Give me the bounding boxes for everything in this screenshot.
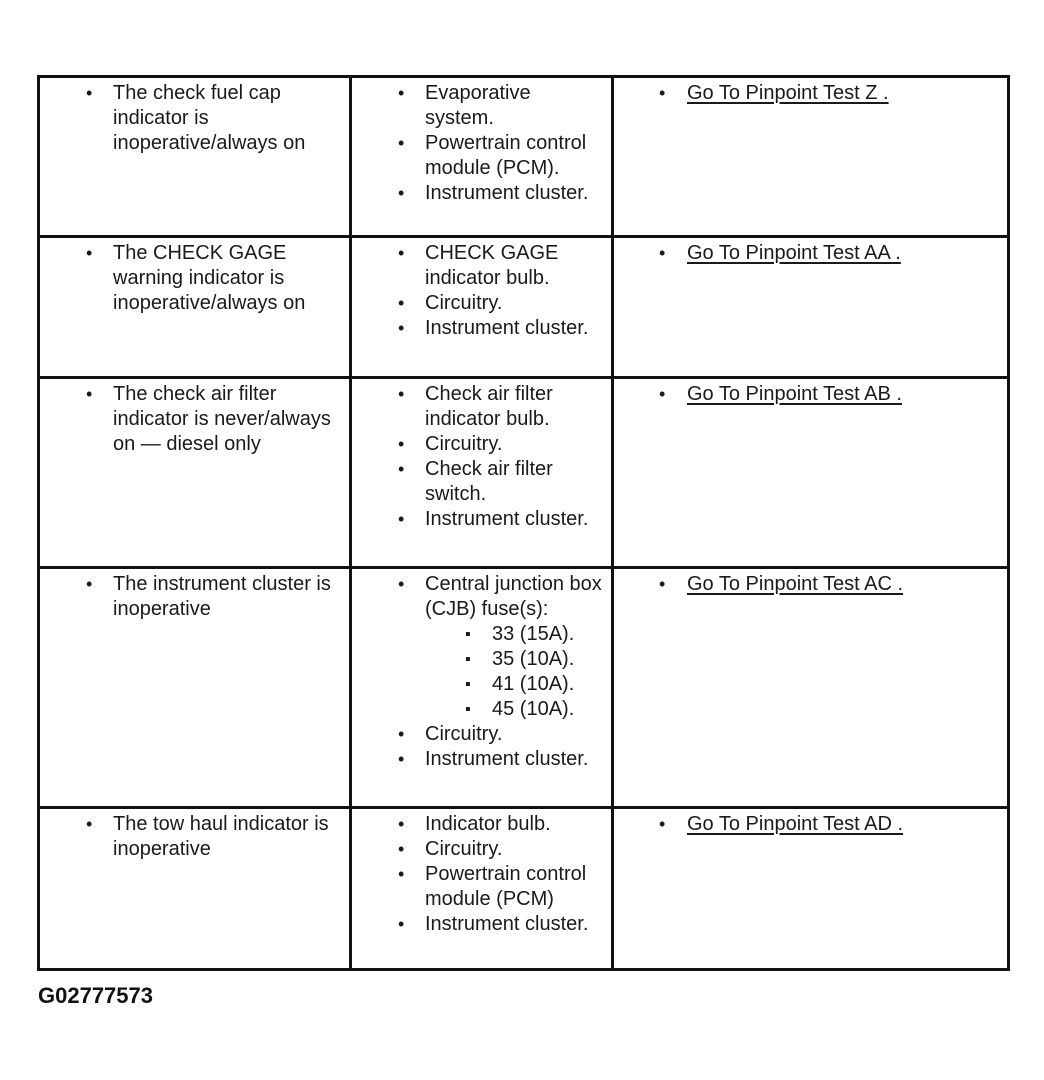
action-cell	[613, 77, 1009, 237]
possible-source-cell	[351, 237, 613, 378]
figure-id-label: G02777573	[38, 983, 153, 1008]
cause-item: • Powertrain control module (PCM).	[352, 131, 605, 181]
action-cell	[613, 808, 1009, 970]
symptom-cell	[39, 378, 351, 568]
possible-source-cell	[351, 77, 613, 237]
table-row	[39, 808, 1009, 970]
symptom-chart-table	[37, 75, 1010, 971]
fuse-list	[425, 622, 605, 722]
fuse-item: ▪ 41 (10A).	[425, 672, 605, 697]
action-cell	[613, 568, 1009, 808]
symptom-item: • The check fuel cap indicator is inoperative/always on	[40, 81, 343, 156]
cause-item: • Check air filter indicator bulb.	[352, 382, 605, 432]
symptom-cell	[39, 568, 351, 808]
pinpoint-test-ad-link[interactable]: Go To Pinpoint Test AD .	[687, 813, 904, 835]
cause-item: • Evaporative system.	[352, 81, 605, 131]
cause-item: • Instrument cluster.	[352, 507, 605, 532]
symptom-item: • The instrument cluster is inoperative	[40, 572, 343, 622]
cause-item: • Instrument cluster.	[352, 912, 605, 937]
symptom-item: • The check air filter indicator is never/always on — diesel only	[40, 382, 343, 457]
symptom-item: • The CHECK GAGE warning indicator is inoperative/always on	[40, 241, 343, 316]
pinpoint-test-z-link[interactable]: Go To Pinpoint Test Z .	[687, 82, 889, 104]
cause-item-label: Central junction box (CJB) fuse(s):	[425, 573, 602, 620]
possible-source-cell	[351, 378, 613, 568]
cause-item: • Circuitry.	[352, 722, 605, 747]
fuse-item: ▪ 45 (10A).	[425, 697, 605, 722]
cause-item: • Instrument cluster.	[352, 747, 605, 772]
table-row	[39, 568, 1009, 808]
table-row	[39, 237, 1009, 378]
cause-item: • Instrument cluster.	[352, 316, 605, 341]
diagnosis-table-container	[37, 75, 1007, 971]
cause-item: • Instrument cluster.	[352, 181, 605, 206]
cause-item: • Circuitry.	[352, 432, 605, 457]
possible-source-cell	[351, 808, 613, 970]
action-cell	[613, 237, 1009, 378]
cause-item	[352, 572, 605, 722]
action-cell	[613, 378, 1009, 568]
action-item	[614, 81, 1001, 106]
cause-item: • Indicator bulb.	[352, 812, 605, 837]
cause-item: • Circuitry.	[352, 837, 605, 862]
cause-item: • Circuitry.	[352, 291, 605, 316]
action-item	[614, 572, 1001, 597]
symptom-cell	[39, 237, 351, 378]
table-row	[39, 77, 1009, 237]
pinpoint-test-ac-link[interactable]: Go To Pinpoint Test AC .	[687, 573, 904, 595]
cause-item: • Powertrain control module (PCM)	[352, 862, 605, 912]
pinpoint-test-ab-link[interactable]: Go To Pinpoint Test AB .	[687, 383, 902, 405]
table-row	[39, 378, 1009, 568]
fuse-item: ▪ 33 (15A).	[425, 622, 605, 647]
pinpoint-test-aa-link[interactable]: Go To Pinpoint Test AA .	[687, 242, 901, 264]
action-item	[614, 382, 1001, 407]
possible-source-cell	[351, 568, 613, 808]
symptom-cell	[39, 77, 351, 237]
symptom-item: • The tow haul indicator is inoperative	[40, 812, 343, 862]
action-item	[614, 812, 1001, 837]
cause-item: • Check air filter switch.	[352, 457, 605, 507]
action-item	[614, 241, 1001, 266]
symptom-cell	[39, 808, 351, 970]
cause-item: • CHECK GAGE indicator bulb.	[352, 241, 605, 291]
fuse-item: ▪ 35 (10A).	[425, 647, 605, 672]
